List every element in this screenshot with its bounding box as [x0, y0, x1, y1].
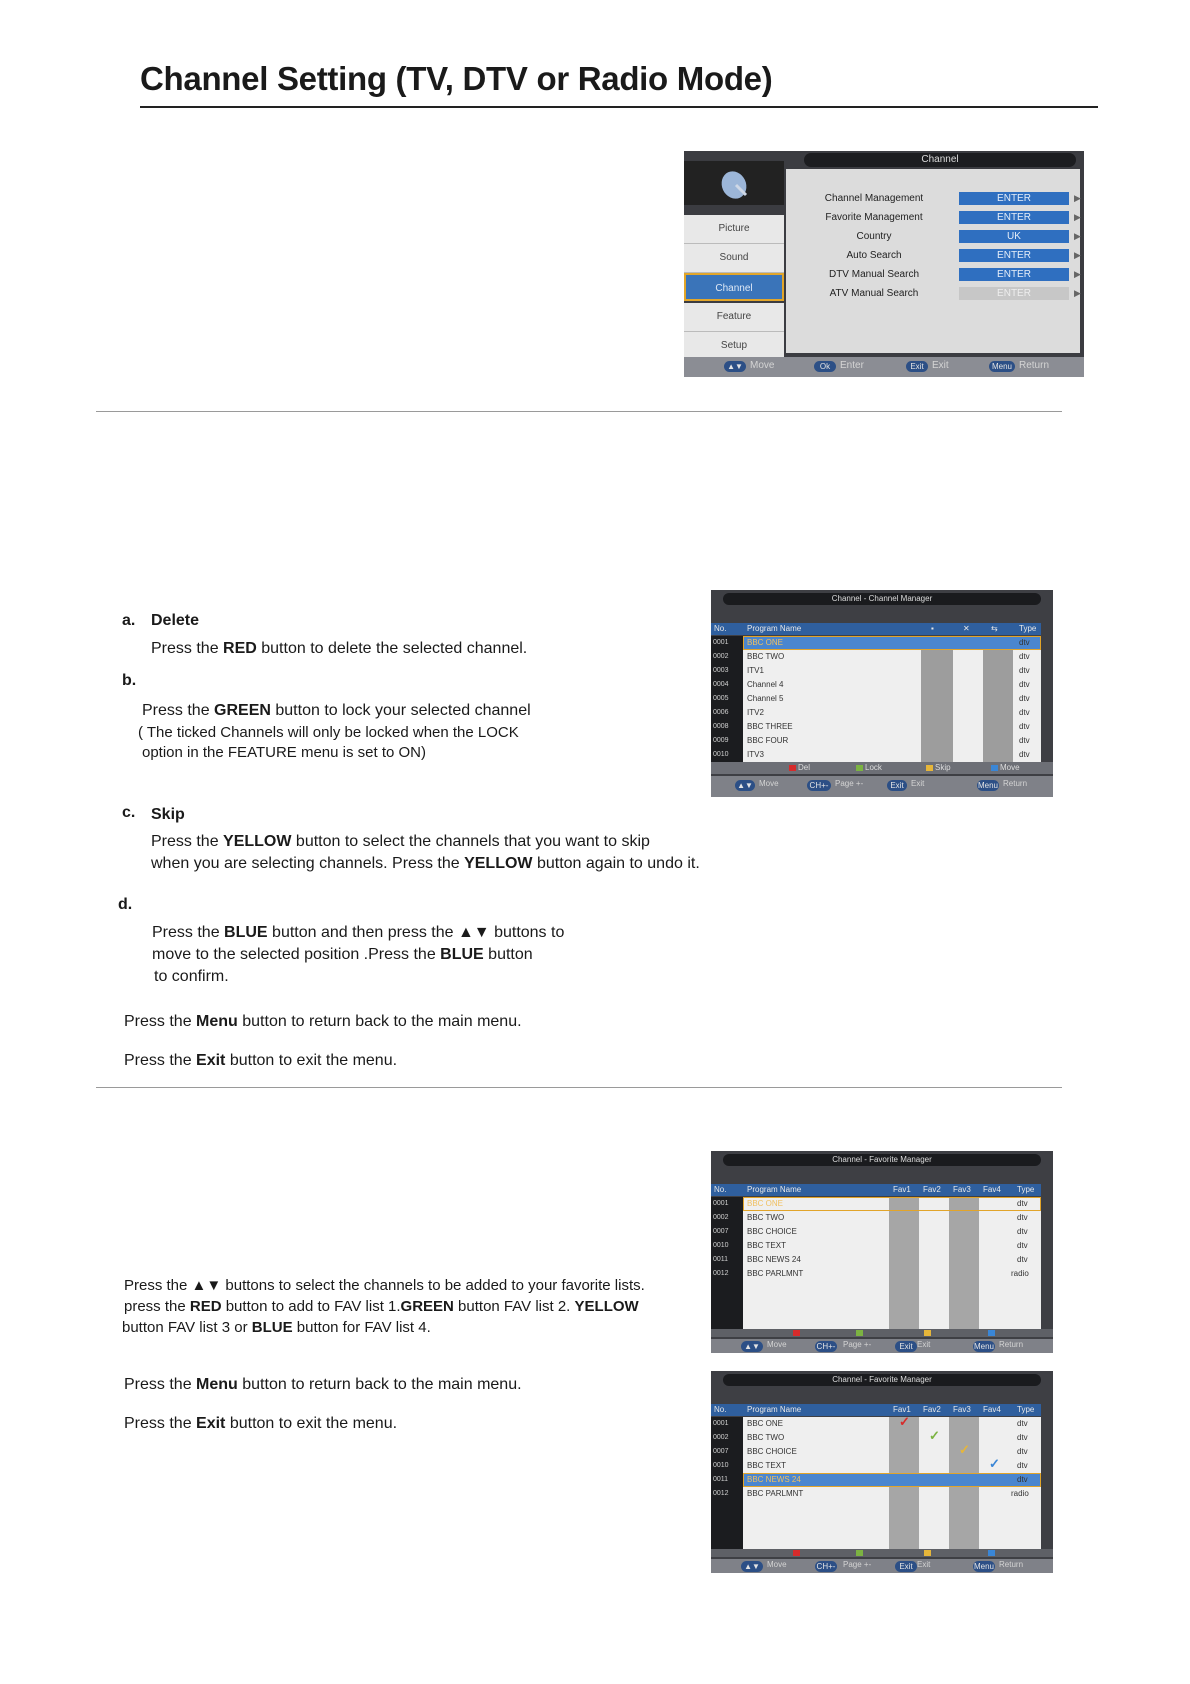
channel-manager-header: Channel - Channel Manager [723, 593, 1041, 605]
sidebar-item-feature[interactable]: Feature [684, 303, 784, 332]
yellow-key-icon [926, 765, 933, 771]
favorite-instruction-line3: button FAV list 3 or BLUE button for FAV list 4. [122, 1319, 431, 1336]
exit-label: Exit [917, 1560, 931, 1569]
checkmark-icon: ✓ [899, 1414, 910, 1429]
page-label: Page +- [843, 1340, 872, 1349]
red-key-icon [793, 1330, 800, 1336]
channel-number: 0012 [713, 1490, 729, 1497]
channel-name: ITV1 [747, 666, 764, 675]
menu-return-instruction: Press the Menu button to return back to the main menu. [124, 1376, 522, 1393]
menu-row-label: Favorite Management [825, 212, 923, 223]
exit-key: Exit [887, 780, 907, 791]
lock-icon: ▪ [931, 624, 934, 633]
favorite-manager-footer [711, 1339, 1053, 1353]
menu-row-value: ENTER [959, 287, 1069, 300]
menu-row-value: ENTER [959, 249, 1069, 262]
channel-manager-footer [711, 776, 1053, 797]
channel-name: BBC TEXT [747, 1461, 786, 1470]
exit-key: Exit [895, 1561, 917, 1572]
lock-note-line1: ( The ticked Channels will only be locked when the LOCK [138, 724, 519, 741]
channel-number: 0010 [713, 1462, 729, 1469]
favorite-manager-header: Channel - Favorite Manager [723, 1374, 1041, 1386]
green-key-icon [856, 1330, 863, 1336]
channel-type: dtv [1019, 750, 1030, 759]
favorite-manager-screenshot [711, 1151, 1053, 1353]
move-key: ▲▼ [735, 780, 755, 791]
blue-key-icon [988, 1550, 995, 1556]
fav-column-shade [889, 1197, 919, 1329]
column-fav3: Fav3 [953, 1405, 971, 1414]
channel-type: dtv [1019, 736, 1030, 745]
title-underline [140, 106, 1098, 108]
channel-type: dtv [1019, 666, 1030, 675]
menu-key: Menu [973, 1562, 994, 1571]
move-instruction-line3: to confirm. [154, 968, 229, 985]
favorite-manager-header: Channel - Favorite Manager [723, 1154, 1041, 1166]
channel-type: dtv [1019, 638, 1030, 647]
channel-number: 0008 [713, 723, 729, 730]
section-divider [96, 411, 1062, 412]
skip-instruction-line2: when you are selecting channels. Press the YELLOW button again to undo it. [151, 855, 700, 872]
favorite-manager-table-header [711, 1404, 1041, 1416]
column-no: No. [714, 624, 727, 633]
channel-number: 0006 [713, 709, 729, 716]
exit-key: Exit [895, 1341, 917, 1352]
page-key: CH+- [816, 1342, 836, 1351]
channel-name: BBC ONE [747, 638, 784, 647]
item-label-d: d. [118, 896, 133, 913]
skip-heading: Skip [151, 806, 185, 823]
menu-row-auto-search[interactable] [794, 248, 1082, 264]
arrow-right-icon: ▶ [1074, 212, 1081, 222]
column-fav2: Fav2 [923, 1185, 941, 1194]
channel-name: BBC CHOICE [747, 1227, 797, 1236]
page-title: Channel Setting (TV, DTV or Radio Mode) [140, 60, 773, 97]
channel-name: BBC TWO [747, 1213, 785, 1222]
channel-type: dtv [1017, 1461, 1028, 1470]
channel-number: 0002 [713, 653, 729, 660]
yellow-key-icon [924, 1330, 931, 1336]
channel-name: BBC TWO [747, 1433, 785, 1442]
menu-row-country[interactable] [794, 229, 1082, 245]
yellow-key-icon [924, 1550, 931, 1556]
menu-row-label: DTV Manual Search [828, 269, 920, 280]
menu-row-dtv-manual-search[interactable] [794, 267, 1082, 283]
checkmark-icon: ✓ [959, 1442, 970, 1457]
item-label-a: a. [122, 612, 136, 629]
channel-name: BBC TEXT [747, 1241, 786, 1250]
legend-skip: Skip [935, 763, 951, 772]
item-label-c: c. [122, 804, 136, 821]
delete-instruction: Press the RED button to delete the selected channel. [151, 640, 528, 657]
channel-type: dtv [1019, 708, 1030, 717]
return-label: Return [999, 1560, 1024, 1569]
column-fav4: Fav4 [983, 1405, 1001, 1414]
item-label-b: b. [122, 672, 137, 689]
channel-name: BBC CHOICE [747, 1447, 797, 1456]
legend-del: Del [798, 763, 811, 772]
sidebar-item-channel[interactable]: Channel [684, 273, 784, 301]
channel-name: BBC NEWS 24 [747, 1255, 801, 1264]
channel-menu-header: Channel [804, 153, 1076, 167]
menu-row-value: ENTER [959, 211, 1069, 224]
blue-key-icon [988, 1330, 995, 1336]
channel-type: dtv [1017, 1475, 1028, 1484]
channel-number: 0004 [713, 681, 729, 688]
checkmark-icon: ✓ [989, 1456, 1000, 1471]
channel-number: 0005 [713, 695, 729, 702]
column-fav1: Fav1 [893, 1405, 911, 1414]
return-label: Return [1003, 779, 1028, 788]
enter-label: Enter [840, 360, 864, 371]
satellite-dish-icon [684, 161, 784, 205]
channel-name: BBC ONE [747, 1199, 784, 1208]
favorite-color-legend [711, 1329, 1053, 1337]
channel-number: 0002 [713, 1434, 729, 1441]
column-fav4: Fav4 [983, 1185, 1001, 1194]
exit-instruction: Press the Exit button to exit the menu. [124, 1415, 398, 1432]
menu-key: Menu [989, 361, 1015, 372]
channel-name: BBC PARLMNT [747, 1489, 804, 1498]
blue-key-icon [991, 765, 998, 771]
menu-row-atv-manual-search[interactable] [794, 286, 1082, 302]
channel-name: ITV2 [747, 708, 764, 717]
channel-number: 0010 [713, 751, 729, 758]
channel-number: 0003 [713, 667, 729, 674]
column-type: Type [1017, 1405, 1035, 1414]
legend-move: Move [1000, 763, 1020, 772]
column-program-name: Program Name [747, 1185, 802, 1194]
channel-number: 0007 [713, 1228, 729, 1235]
channel-number: 0011 [713, 1476, 729, 1483]
channel-number: 0010 [713, 1242, 729, 1249]
arrow-right-icon: ▶ [1074, 231, 1081, 241]
section-divider [96, 1087, 1062, 1088]
channel-menu-screenshot [684, 151, 1084, 377]
exit-label: Exit [932, 360, 949, 371]
menu-row-value: ENTER [959, 268, 1069, 281]
menu-row-label: Country [856, 231, 892, 242]
move-label: Move [759, 779, 779, 788]
skip-icon: ✕ [963, 624, 970, 633]
red-key-icon [789, 765, 796, 771]
channel-type: dtv [1019, 722, 1030, 731]
channel-type: dtv [1017, 1241, 1028, 1250]
lock-instruction: Press the GREEN button to lock your selected channel [142, 702, 531, 719]
arrow-right-icon: ▶ [1074, 250, 1081, 260]
favorite-instruction-line1: Press the ▲▼ buttons to select the channels to be added to your favorite lists. [124, 1277, 645, 1294]
page-label: Page +- [835, 779, 864, 788]
page-key: CH+- [807, 780, 831, 791]
move-instruction-line1: Press the BLUE button and then press the ▲▼ buttons to [152, 924, 565, 941]
channel-manager-legend [711, 762, 1053, 774]
channel-name: Channel 4 [747, 680, 784, 689]
menu-return-instruction: Press the Menu button to return back to the main menu. [124, 1013, 522, 1030]
channel-type: dtv [1019, 694, 1030, 703]
menu-row-value: UK [959, 230, 1069, 243]
lock-note-line2: option in the FEATURE menu is set to ON) [142, 744, 426, 761]
menu-row-value: ENTER [959, 192, 1069, 205]
channel-number: 0001 [713, 1420, 729, 1427]
exit-instruction: Press the Exit button to exit the menu. [124, 1052, 398, 1069]
channel-type: dtv [1017, 1213, 1028, 1222]
menu-row-favorite-management[interactable] [794, 210, 1082, 226]
exit-key: Exit [906, 361, 928, 372]
channel-number: 0001 [713, 1200, 729, 1207]
arrow-right-icon: ▶ [1074, 269, 1081, 279]
red-key-icon [793, 1550, 800, 1556]
column-type: Type [1019, 624, 1037, 633]
delete-heading: Delete [151, 612, 200, 629]
channel-type: radio [1011, 1489, 1029, 1498]
column-fav3: Fav3 [953, 1185, 971, 1194]
column-fav2: Fav2 [923, 1405, 941, 1414]
menu-row-label: ATV Manual Search [829, 288, 919, 299]
column-no: No. [714, 1405, 727, 1414]
channel-number: 0009 [713, 737, 729, 744]
legend-lock: Lock [865, 763, 882, 772]
channel-manager-screenshot [711, 590, 1053, 797]
selected-row-highlight [743, 636, 1041, 650]
favorite-manager-table-header [711, 1184, 1041, 1196]
checkmark-icon: ✓ [929, 1428, 940, 1443]
skip-instruction-line1: Press the YELLOW button to select the channels that you want to skip [151, 833, 650, 850]
exit-label: Exit [917, 1340, 931, 1349]
channel-name: BBC PARLMNT [747, 1269, 804, 1278]
menu-key: Menu [977, 781, 998, 790]
column-fav1: Fav1 [893, 1185, 911, 1194]
channel-number: 0007 [713, 1448, 729, 1455]
channel-name: Channel 5 [747, 694, 784, 703]
fav-column-shade [949, 1197, 979, 1329]
exit-label: Exit [911, 779, 925, 788]
favorite-manager-ticked-screenshot [711, 1371, 1053, 1573]
channel-number: 0012 [713, 1270, 729, 1277]
favorite-color-legend [711, 1549, 1053, 1557]
return-label: Return [999, 1340, 1024, 1349]
menu-row-channel-management[interactable] [794, 191, 1082, 207]
channel-menu-footer [684, 357, 1084, 377]
selected-row-highlight [743, 1197, 1041, 1211]
menu-row-label: Auto Search [846, 250, 902, 261]
sidebar-item-picture[interactable]: Picture [684, 215, 784, 244]
move-key: ▲▼ [741, 1561, 763, 1572]
favorite-manager-footer [711, 1559, 1053, 1573]
return-label: Return [1019, 360, 1050, 371]
move-instruction-line2: move to the selected position .Press the BLUE button [152, 946, 533, 963]
channel-name: ITV3 [747, 750, 764, 759]
lock-column [921, 650, 953, 762]
green-key-icon [856, 1550, 863, 1556]
channel-number: 0001 [713, 639, 729, 646]
channel-type: dtv [1017, 1255, 1028, 1264]
menu-row-label: Channel Management [824, 193, 924, 204]
page-label: Page +- [843, 1560, 872, 1569]
move-label: Move [750, 360, 775, 371]
column-program-name: Program Name [747, 624, 802, 633]
channel-manager-table-header [711, 623, 1041, 635]
page-key: CH+- [816, 1562, 836, 1571]
channel-number: 0002 [713, 1214, 729, 1221]
menu-key: Menu [973, 1342, 994, 1351]
column-program-name: Program Name [747, 1405, 802, 1414]
column-no: No. [714, 1185, 727, 1194]
move-label: Move [767, 1560, 787, 1569]
channel-type: radio [1011, 1269, 1029, 1278]
channel-name: BBC NEWS 24 [747, 1475, 801, 1484]
sidebar-item-setup[interactable]: Setup [684, 332, 784, 361]
channel-type: dtv [1017, 1433, 1028, 1442]
channel-type: dtv [1017, 1447, 1028, 1456]
move-column [983, 650, 1013, 762]
move-label: Move [767, 1340, 787, 1349]
channel-name: BBC ONE [747, 1419, 784, 1428]
ok-key: Ok [814, 361, 836, 372]
channel-type: dtv [1017, 1419, 1028, 1428]
favorite-instruction-line2: press the RED button to add to FAV list 1.GREEN button FAV list 2. YELLOW [124, 1298, 639, 1315]
move-key: ▲▼ [724, 361, 746, 372]
move-icon: ⇆ [991, 624, 998, 633]
arrow-right-icon: ▶ [1074, 288, 1081, 298]
move-key: ▲▼ [741, 1341, 763, 1352]
channel-number: 0011 [713, 1256, 729, 1263]
channel-name: BBC FOUR [747, 736, 789, 745]
sidebar-item-sound[interactable]: Sound [684, 244, 784, 273]
channel-type: dtv [1017, 1227, 1028, 1236]
channel-type: dtv [1019, 680, 1030, 689]
green-key-icon [856, 765, 863, 771]
channel-type: dtv [1019, 652, 1030, 661]
channel-name: BBC THREE [747, 722, 793, 731]
channel-name: BBC TWO [747, 652, 785, 661]
arrow-right-icon: ▶ [1074, 193, 1081, 203]
column-type: Type [1017, 1185, 1035, 1194]
channel-type: dtv [1017, 1199, 1028, 1208]
